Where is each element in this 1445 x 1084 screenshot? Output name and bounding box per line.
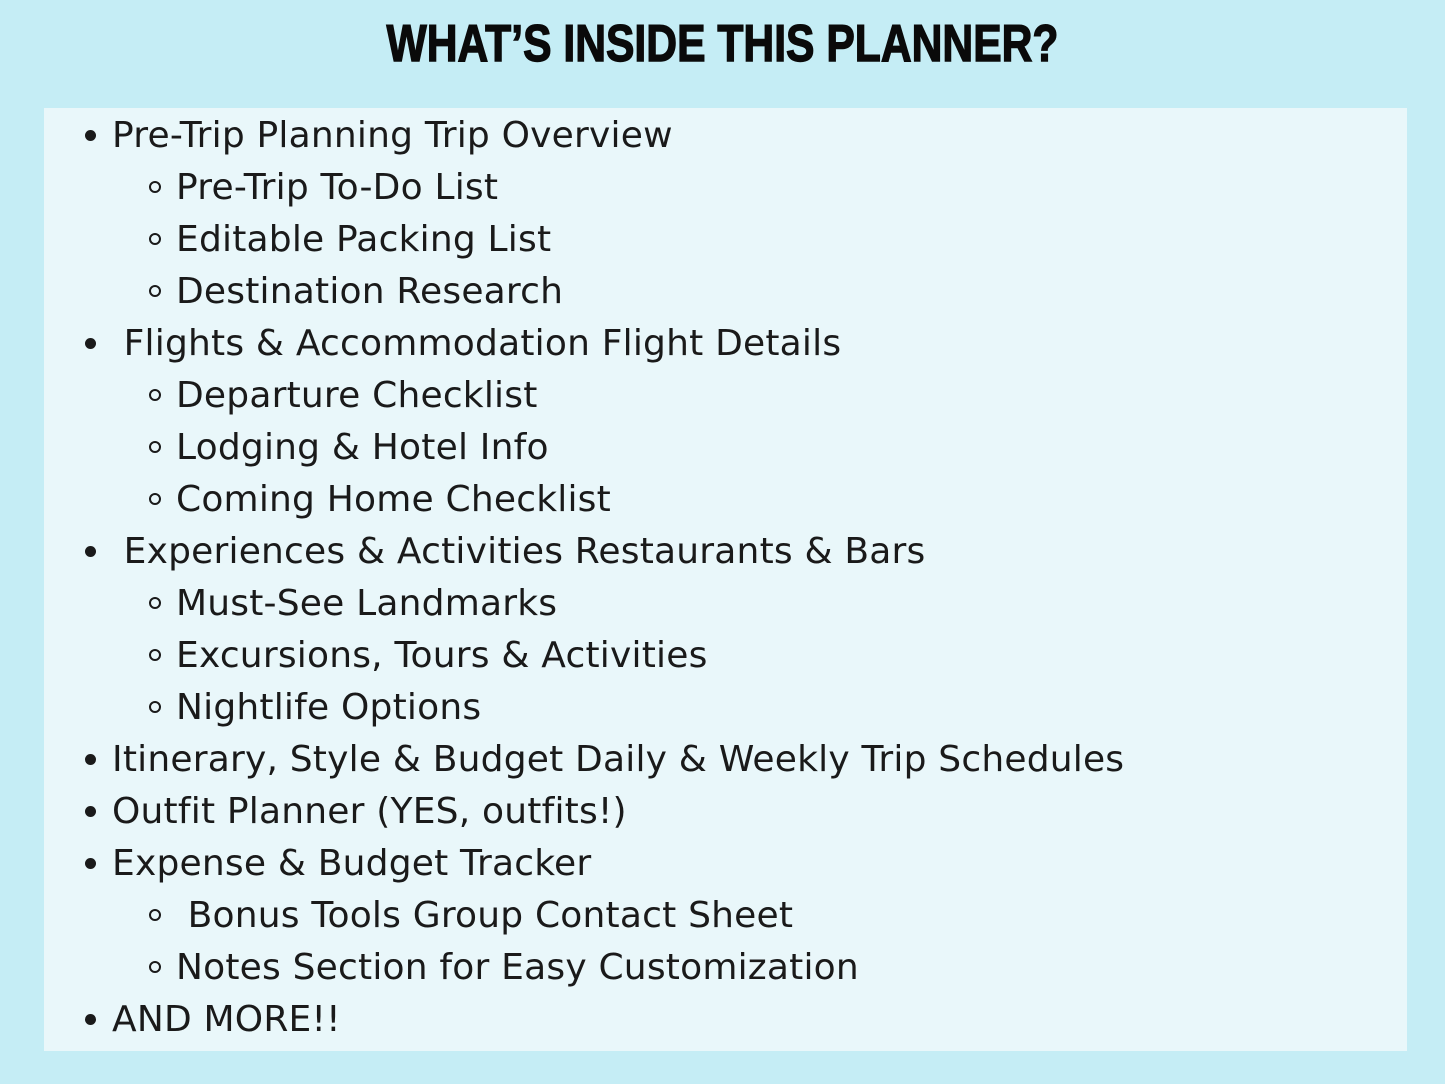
- list-item: [44, 577, 1407, 629]
- bullet-dot-icon: [85, 754, 96, 765]
- bullet-circle-icon: [149, 493, 161, 505]
- list-item: [44, 369, 1407, 421]
- list-item: [44, 421, 1407, 473]
- list-item: [44, 733, 1407, 785]
- list-item-text: Bonus Tools Group Contact Sheet: [176, 894, 794, 936]
- list-item: [44, 993, 1407, 1045]
- bullet-circle-icon: [149, 181, 161, 193]
- list-item-text: Coming Home Checklist: [176, 478, 611, 520]
- list-item: [44, 525, 1407, 577]
- content-panel: [44, 108, 1407, 1051]
- list-item-text: Experiences & Activities Restaurants & Bars: [112, 530, 926, 572]
- list-item-text: Pre-Trip Planning Trip Overview: [112, 114, 673, 156]
- bullet-dot-icon: [85, 1014, 96, 1025]
- bullet-circle-icon: [149, 389, 161, 401]
- bullet-circle-icon: [149, 909, 161, 921]
- list-item-text: Excursions, Tours & Activities: [176, 634, 708, 676]
- list-item-text: Departure Checklist: [176, 374, 538, 416]
- list-item: [44, 213, 1407, 265]
- list-item: [44, 265, 1407, 317]
- list-item-text: Itinerary, Style & Budget Daily & Weekly Trip Schedules: [112, 738, 1125, 780]
- list-item-text: Expense & Budget Tracker: [112, 842, 592, 884]
- list-item-text: Must-See Landmarks: [176, 582, 558, 624]
- page-title: WHAT’S INSIDE THIS PLANNER?: [386, 15, 1059, 73]
- list-item: [44, 109, 1407, 161]
- bullet-circle-icon: [149, 285, 161, 297]
- list-item-text: Pre-Trip To-Do List: [176, 166, 499, 208]
- bullet-dot-icon: [85, 806, 96, 817]
- list-item: [44, 473, 1407, 525]
- bullet-dot-icon: [85, 858, 96, 869]
- list-item-text: Lodging & Hotel Info: [176, 426, 549, 468]
- bullet-circle-icon: [149, 597, 161, 609]
- list-item: [44, 317, 1407, 369]
- bullet-dot-icon: [85, 546, 96, 557]
- list-item: [44, 889, 1407, 941]
- planner-contents-list: [44, 108, 1407, 1045]
- list-item-text: Notes Section for Easy Customization: [176, 946, 859, 988]
- list-item: [44, 941, 1407, 993]
- list-item: [44, 785, 1407, 837]
- list-item: [44, 837, 1407, 889]
- list-item: [44, 161, 1407, 213]
- bullet-circle-icon: [149, 233, 161, 245]
- bullet-dot-icon: [85, 338, 96, 349]
- list-item: [44, 681, 1407, 733]
- list-item-text: Outfit Planner (YES, outfits!): [112, 790, 627, 832]
- list-item-text: Destination Research: [176, 270, 564, 312]
- list-item-text: AND MORE!!: [112, 998, 341, 1040]
- bullet-circle-icon: [149, 649, 161, 661]
- bullet-circle-icon: [149, 441, 161, 453]
- bullet-circle-icon: [149, 961, 161, 973]
- list-item-text: Editable Packing List: [176, 218, 552, 260]
- list-item: [44, 629, 1407, 681]
- list-item-text: Flights & Accommodation Flight Details: [112, 322, 842, 364]
- bullet-dot-icon: [85, 130, 96, 141]
- list-item-text: Nightlife Options: [176, 686, 482, 728]
- bullet-circle-icon: [149, 701, 161, 713]
